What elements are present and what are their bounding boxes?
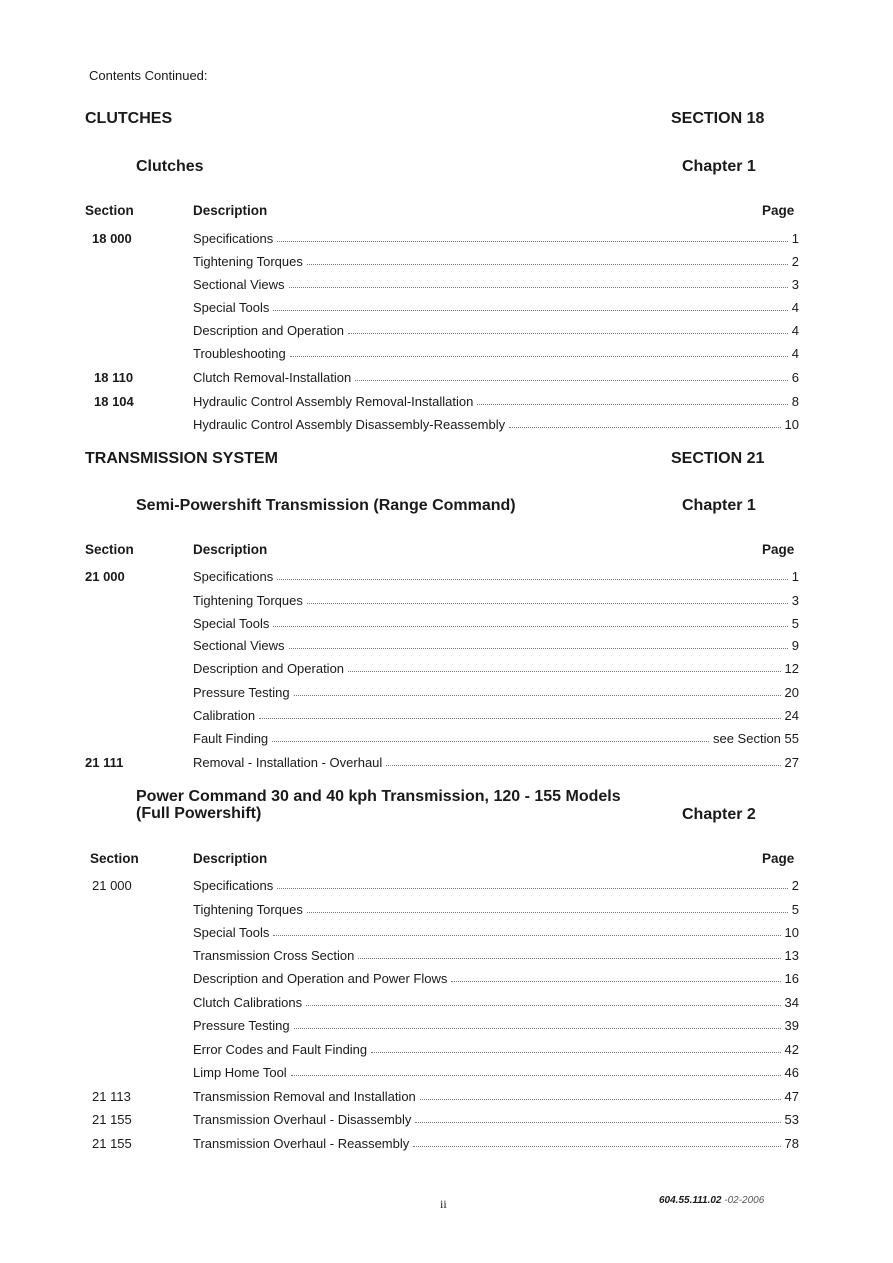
toc-row <box>85 1013 799 1033</box>
page-number: 78 <box>784 1136 799 1151</box>
dot-leader <box>451 980 780 982</box>
chapter-label: Chapter 2 <box>682 806 756 823</box>
entry-description: Special Tools <box>193 300 270 315</box>
toc-row <box>85 1037 799 1057</box>
toc-row <box>85 1131 799 1151</box>
page-number: 4 <box>791 346 799 361</box>
entry-description: Description and Operation <box>193 661 345 676</box>
toc-row <box>85 1060 799 1080</box>
toc-row <box>85 249 799 269</box>
entry-description: Tightening Torques <box>193 902 303 917</box>
entry-description: Error Codes and Fault Finding <box>193 1042 368 1057</box>
dot-leader <box>277 240 788 242</box>
page-number: 42 <box>784 1042 799 1057</box>
entry-description: Tightening Torques <box>193 593 303 608</box>
page-number: 20 <box>784 685 799 700</box>
footer-document-number <box>659 1195 764 1206</box>
toc-row <box>85 680 799 700</box>
page-number: 6 <box>791 370 799 385</box>
page-number: 1 <box>791 569 799 584</box>
column-header-description: Description <box>193 542 268 557</box>
entry-description: Special Tools <box>193 616 270 631</box>
dot-leader <box>277 887 788 889</box>
page-number: 5 <box>791 902 799 917</box>
chapter-label: Chapter 1 <box>682 497 756 514</box>
dot-leader <box>273 934 780 936</box>
dot-leader <box>371 1051 780 1053</box>
dot-leader <box>259 717 780 719</box>
toc-row <box>85 564 799 584</box>
toc-row <box>85 990 799 1010</box>
page-number: 12 <box>784 661 799 676</box>
toc-row <box>85 365 799 385</box>
entry-description: Limp Home Tool <box>193 1065 287 1080</box>
page-number: 10 <box>784 417 799 432</box>
column-header-description: Description <box>193 203 268 218</box>
page-number: 8 <box>791 394 799 409</box>
entry-description: Clutch Calibrations <box>193 995 303 1010</box>
entry-description: Sectional Views <box>193 638 285 653</box>
page-number: 47 <box>784 1089 799 1104</box>
toc-row <box>85 1084 799 1104</box>
section-code: 21 155 <box>92 1136 132 1151</box>
page-number: 34 <box>784 995 799 1010</box>
contents-continued-note: Contents Continued: <box>89 68 208 83</box>
section-code: 21 111 <box>85 755 124 770</box>
toc-row <box>85 588 799 608</box>
page-number: 3 <box>791 277 799 292</box>
dot-leader <box>307 911 788 913</box>
dot-leader <box>477 403 787 405</box>
entry-description: Specifications <box>193 878 274 893</box>
page-number: 2 <box>791 878 799 893</box>
column-header-section: Section <box>85 203 134 218</box>
page-number: 46 <box>784 1065 799 1080</box>
toc-row <box>85 633 799 653</box>
dot-leader <box>307 602 788 604</box>
page-number: 24 <box>784 708 799 723</box>
chapter-title-clutches: Clutches <box>136 158 204 175</box>
page-number: 27 <box>784 755 799 770</box>
section-code: 21 000 <box>85 569 125 584</box>
section-code: 21 113 <box>92 1089 131 1104</box>
dot-leader <box>294 1027 781 1029</box>
dot-leader <box>348 670 781 672</box>
page-number: 1 <box>791 231 799 246</box>
toc-row <box>85 1107 799 1127</box>
dot-leader <box>273 625 787 627</box>
entry-description: Specifications <box>193 231 274 246</box>
section-code: 21 000 <box>92 878 132 893</box>
doc-date: -02-2006 <box>721 1195 765 1206</box>
dot-leader <box>289 647 788 649</box>
dot-leader <box>307 263 788 265</box>
page-number: 13 <box>784 948 799 963</box>
entry-description: Specifications <box>193 569 274 584</box>
section-code: 21 155 <box>92 1112 132 1127</box>
toc-row <box>85 412 799 432</box>
page-number: 16 <box>784 971 799 986</box>
page-number: 2 <box>791 254 799 269</box>
dot-leader <box>415 1121 780 1123</box>
toc-row <box>85 611 799 631</box>
entry-description: Fault Finding <box>193 731 269 746</box>
page-number: 4 <box>791 300 799 315</box>
toc-row <box>85 389 799 409</box>
page-number: see Section 55 <box>712 731 799 746</box>
section-label-18: SECTION 18 <box>671 110 765 127</box>
section-code: 18 104 <box>94 394 134 409</box>
entry-description: Hydraulic Control Assembly Removal-Installation <box>193 394 474 409</box>
column-header-section: Section <box>90 851 139 866</box>
toc-row <box>85 750 799 770</box>
entry-description: Description and Operation <box>193 323 345 338</box>
page-number: 9 <box>791 638 799 653</box>
entry-description: Transmission Overhaul - Reassembly <box>193 1136 410 1151</box>
column-header-page: Page <box>762 203 795 218</box>
entry-description: Description and Operation and Power Flows <box>193 971 448 986</box>
toc-row <box>85 226 799 246</box>
toc-row <box>85 272 799 292</box>
chapter-subtitle-full-powershift: (Full Powershift) <box>136 805 262 822</box>
dot-leader <box>294 694 781 696</box>
entry-description: Pressure Testing <box>193 1018 290 1033</box>
entry-description: Transmission Overhaul - Disassembly <box>193 1112 412 1127</box>
entry-description: Transmission Cross Section <box>193 948 355 963</box>
doc-number: 604.55.111.02 <box>659 1195 722 1206</box>
page-number: 5 <box>791 616 799 631</box>
section-title-clutches: CLUTCHES <box>85 110 173 127</box>
column-header-page: Page <box>762 851 795 866</box>
page-number: 39 <box>784 1018 799 1033</box>
dot-leader <box>273 309 787 311</box>
toc-row <box>85 873 799 893</box>
toc-row <box>85 295 799 315</box>
toc-row <box>85 897 799 917</box>
toc-row <box>85 318 799 338</box>
dot-leader <box>420 1098 781 1100</box>
section-title-transmission: TRANSMISSION SYSTEM <box>85 450 278 467</box>
dot-leader <box>413 1145 780 1147</box>
section-label-21: SECTION 21 <box>671 450 765 467</box>
entry-description: Sectional Views <box>193 277 285 292</box>
dot-leader <box>509 426 780 428</box>
toc-row <box>85 726 799 746</box>
entry-description: Pressure Testing <box>193 685 290 700</box>
dot-leader <box>386 764 780 766</box>
dot-leader <box>358 957 780 959</box>
chapter-title-semi-powershift: Semi-Powershift Transmission (Range Command) <box>136 497 516 514</box>
column-header-description: Description <box>193 851 268 866</box>
toc-row <box>85 920 799 940</box>
section-code: 18 000 <box>92 231 132 246</box>
page-number: 3 <box>791 593 799 608</box>
toc-row <box>85 341 799 361</box>
dot-leader <box>306 1004 780 1006</box>
section-code: 18 110 <box>94 370 134 385</box>
entry-description: Troubleshooting <box>193 346 286 361</box>
entry-description: Transmission Removal and Installation <box>193 1089 416 1104</box>
dot-leader <box>272 740 709 742</box>
chapter-title-power-command: Power Command 30 and 40 kph Transmission, 120 - 155 Models <box>136 788 621 805</box>
chapter-label: Chapter 1 <box>682 158 756 175</box>
dot-leader <box>290 355 788 357</box>
dot-leader <box>277 578 788 580</box>
dot-leader <box>289 286 788 288</box>
page-number: 53 <box>784 1112 799 1127</box>
toc-row <box>85 943 799 963</box>
entry-description: Removal - Installation - Overhaul <box>193 755 383 770</box>
entry-description: Clutch Removal-Installation <box>193 370 352 385</box>
toc-row <box>85 703 799 723</box>
dot-leader <box>291 1074 781 1076</box>
page-number: 4 <box>791 323 799 338</box>
dot-leader <box>348 332 788 334</box>
toc-row <box>85 656 799 676</box>
footer-page-number: ii <box>440 1197 447 1211</box>
column-header-section: Section <box>85 542 134 557</box>
page-number: 10 <box>784 925 799 940</box>
toc-row <box>85 966 799 986</box>
column-header-page: Page <box>762 542 795 557</box>
dot-leader <box>355 379 788 381</box>
entry-description: Calibration <box>193 708 256 723</box>
entry-description: Hydraulic Control Assembly Disassembly-Reassembly <box>193 417 506 432</box>
entry-description: Tightening Torques <box>193 254 303 269</box>
entry-description: Special Tools <box>193 925 270 940</box>
